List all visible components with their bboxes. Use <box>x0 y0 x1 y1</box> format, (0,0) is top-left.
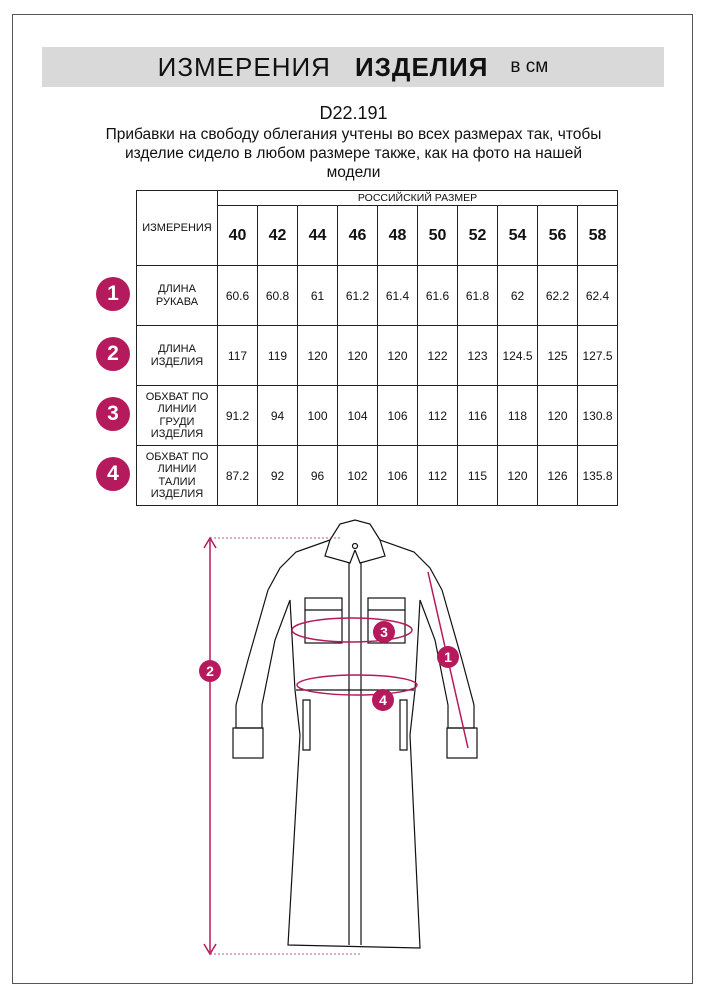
table-cell: 135.8 <box>578 446 618 506</box>
size-group-header: РОССИЙСКИЙ РАЗМЕР <box>218 191 618 206</box>
row-label-line: ОБХВАТ ПО <box>145 390 209 403</box>
table-cell: 62 <box>498 266 538 326</box>
table-cell: 87.2 <box>218 446 258 506</box>
row-label-line: ИЗДЕЛИЯ <box>150 355 204 368</box>
table-cell: 119 <box>258 326 298 386</box>
table-cell: 122 <box>418 326 458 386</box>
marker-3-label: 3 <box>380 624 388 640</box>
row-number-badge: 2 <box>96 337 130 371</box>
table-cell: 61.8 <box>458 266 498 326</box>
size-header-58: 58 <box>578 206 618 266</box>
table-cell: 106 <box>378 446 418 506</box>
table-cell: 120 <box>298 326 338 386</box>
table-cell: 60.6 <box>218 266 258 326</box>
table-cell: 124.5 <box>498 326 538 386</box>
title-item: ИЗДЕЛИЯ <box>354 51 489 82</box>
size-header-40: 40 <box>218 206 258 266</box>
table-cell: 96 <box>298 446 338 506</box>
title-measurements: ИЗМЕРЕНИЯ <box>157 51 331 82</box>
table-cell: 94 <box>258 386 298 446</box>
dress-outline <box>233 520 477 948</box>
table-cell: 120 <box>498 446 538 506</box>
row-label-line: ИЗДЕЛИЯ <box>150 428 204 440</box>
table-cell: 125 <box>538 326 578 386</box>
row-label-line: ЛИНИИ <box>157 463 197 475</box>
size-header-44: 44 <box>298 206 338 266</box>
row-label-line: ДЛИНА <box>158 343 196 355</box>
table-cell: 61.6 <box>418 266 458 326</box>
row-label-line: РУКАВА <box>155 295 199 308</box>
row-label-line: ГРУДИ <box>159 415 195 428</box>
table-cell: 127.5 <box>578 326 618 386</box>
table-cell: 61 <box>298 266 338 326</box>
table-cell: 60.8 <box>258 266 298 326</box>
table-cell: 112 <box>418 386 458 446</box>
table-cell: 118 <box>498 386 538 446</box>
table-cell: 116 <box>458 386 498 446</box>
table-cell: 112 <box>418 446 458 506</box>
title-unit: в см <box>510 56 549 77</box>
table-cell: 120 <box>338 326 378 386</box>
row-label-line: ДЛИНА <box>158 283 196 295</box>
table-cell: 62.4 <box>578 266 618 326</box>
table-cell: 117 <box>218 326 258 386</box>
size-header-56: 56 <box>538 206 578 266</box>
table-cell: 62.2 <box>538 266 578 326</box>
table-cell: 100 <box>298 386 338 446</box>
size-header-42: 42 <box>258 206 298 266</box>
table-cell: 91.2 <box>218 386 258 446</box>
marker-1-label: 1 <box>444 649 452 665</box>
table-cell: 120 <box>378 326 418 386</box>
table-cell: 123 <box>458 326 498 386</box>
size-header-48: 48 <box>378 206 418 266</box>
measure-lines <box>204 538 468 954</box>
row-number-badge: 1 <box>96 277 130 311</box>
table-cell: 102 <box>338 446 378 506</box>
row-label-line: ТАЛИИ <box>158 475 196 488</box>
fit-note: Прибавки на свободу облегания учтены во всех размерах так, чтобы изделие сидело в любом размере также, как на фото на нашей модели <box>105 126 602 181</box>
table-cell: 104 <box>338 386 378 446</box>
row-number-badge: 4 <box>96 457 130 491</box>
row-label-line: ИЗДЕЛИЯ <box>150 488 204 500</box>
table-cell: 120 <box>538 386 578 446</box>
table-cell: 61.2 <box>338 266 378 326</box>
table-cell: 126 <box>538 446 578 506</box>
row-label-line: ЛИНИИ <box>157 403 197 415</box>
size-header-52: 52 <box>458 206 498 266</box>
size-header-50: 50 <box>418 206 458 266</box>
size-header-46: 46 <box>338 206 378 266</box>
article-code: D22.191 <box>319 103 388 123</box>
row-label-line: ОБХВАТ ПО <box>145 450 209 463</box>
table-cell: 61.4 <box>378 266 418 326</box>
marker-2-label: 2 <box>206 663 214 679</box>
table-cell: 106 <box>378 386 418 446</box>
table-cell: 92 <box>258 446 298 506</box>
marker-4-label: 4 <box>379 692 387 708</box>
row-number-badge: 3 <box>96 397 130 431</box>
table-cell: 130.8 <box>578 386 618 446</box>
size-header-54: 54 <box>498 206 538 266</box>
measure-header: ИЗМЕРЕНИЯ <box>137 191 218 266</box>
table-cell: 115 <box>458 446 498 506</box>
